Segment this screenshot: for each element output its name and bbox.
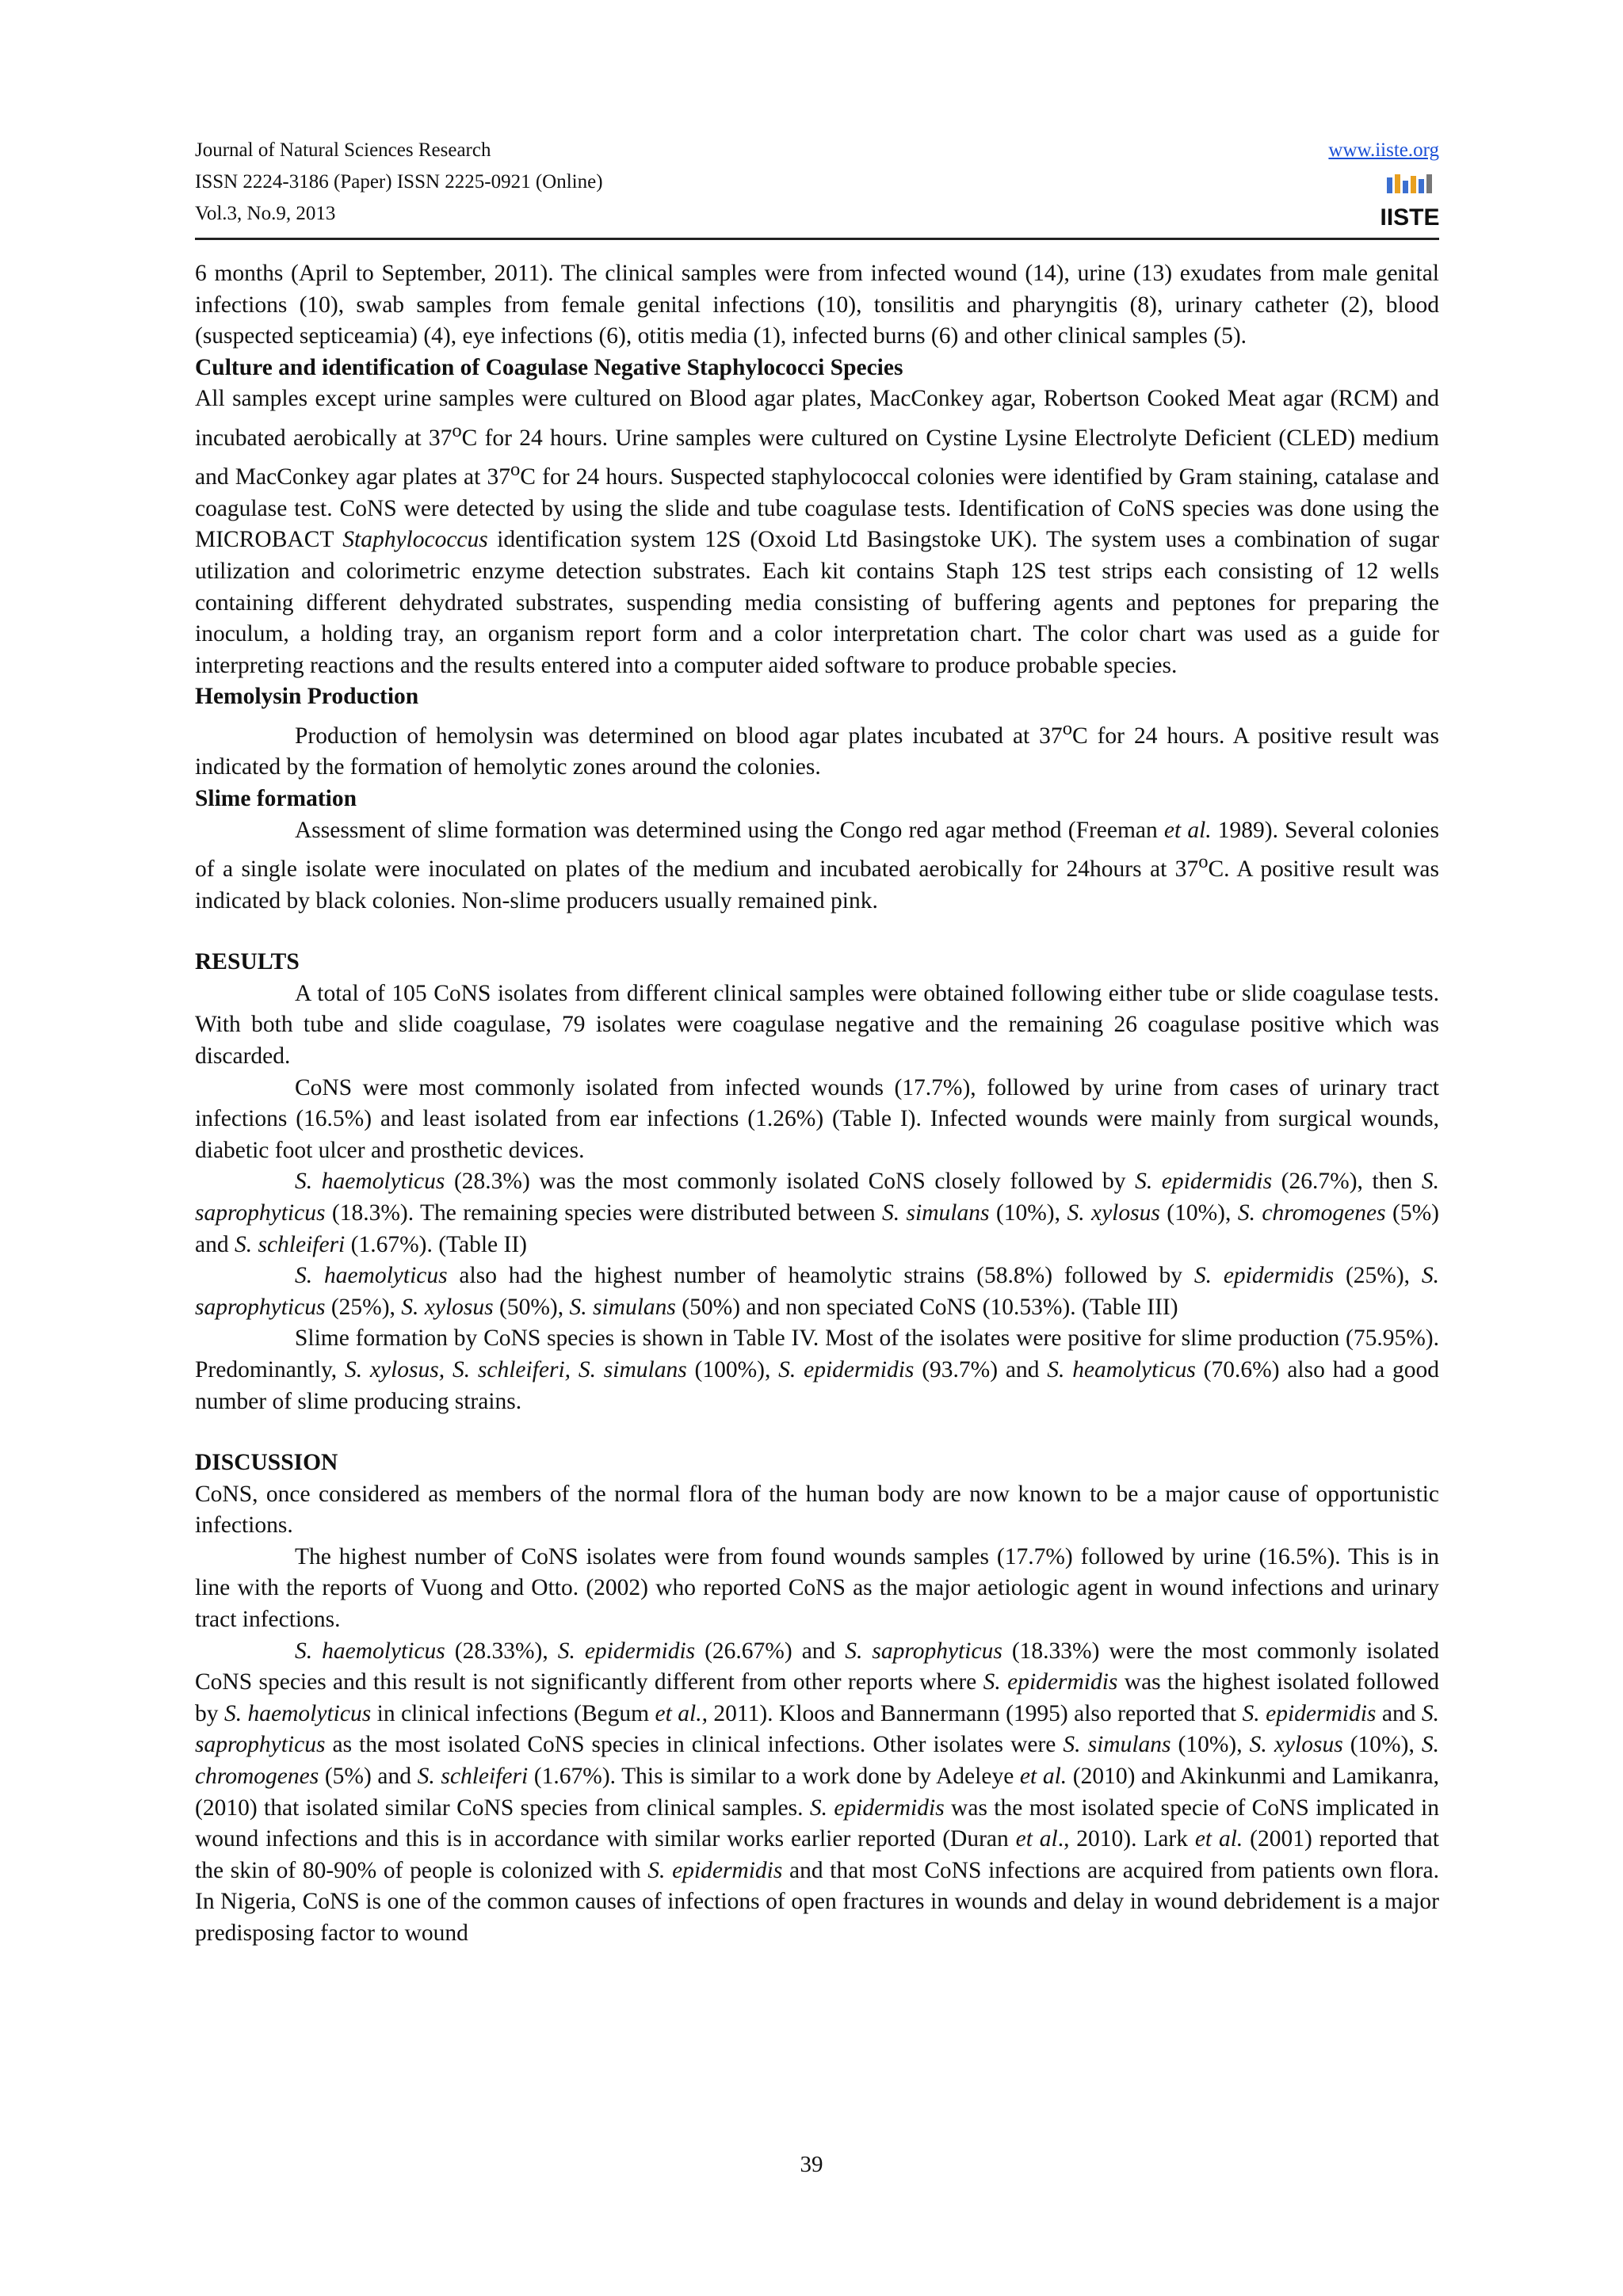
results-paragraph-1: A total of 105 CoNS isolates from different clinical samples were obtained following either tube or slide coagulase tests. With both tube and slide coagulase, 79 isolates were coagulase negative and the remaining 26 coagulase positive which was discarded. — [195, 980, 1439, 1069]
journal-header — [195, 135, 1439, 240]
results-paragraph-3: S. haemolyticus (28.3%) was the most commonly isolated CoNS closely followed by S. epidermidis (26.7%), then S. saprophyticus (18.3%). The remaining species were distributed between S. simulans (10%), S. xylosus (10%), S. chromogenes (5%) and S. schleiferi (1.67%). (Table II) — [195, 1169, 1439, 1257]
methods-paragraph-hemolysin: Production of hemolysin was determined on blood agar plates incubated at 37$^o$C for 24 hours. A positive result was indicated by the formation of hemolytic zones around the colonies. — [195, 717, 1440, 780]
heading-discussion: DISCUSSION — [195, 1450, 338, 1476]
journal-issn: ISSN 2224-3186 (Paper) ISSN 2225-0921 (Online) — [195, 171, 603, 193]
discussion-paragraph-2: The highest number of CoNS isolates were from found wounds samples (17.7%) followed by urine (16.5%). This is in line with the reports of Vuong and Otto. (2002) who reported CoNS as the major aetiologic agent in wound infections and urinary tract infections. — [195, 1543, 1439, 1633]
journal-volume: Vol.3, No.9, 2013 — [195, 203, 336, 224]
results-paragraph-5: Slime formation by CoNS species is shown in Table IV. Most of the isolates were positive for slime production (75.95%). Predominantly, S. xylosus, S. schleiferi, S. simulans (100%), S. epidermidis (93.7%) and S. heamolyticus (70.6%) also had a good number of slime producing strains. — [195, 1325, 1439, 1414]
results-paragraph-4: S. haemolyticus also had the highest number of heamolytic strains (58.8%) followed by S. epidermidis (25%), S. saprophyticus (25%), S. xylosus (50%), S. simulans (50%) and non speciated CoNS (10.53%). (Table III) — [195, 1263, 1439, 1320]
discussion-paragraph-3: S. haemolyticus (28.33%), S. epidermidis (26.67%) and S. saprophyticus (18.33%) were the most commonly isolated CoNS species and this result is not significantly different from other reports where S. epidermidis was the highest isolated followed by S. haemolyticus in clinical infections (Begum et al., 2011). Kloos and Bannermann (1995) also reported that S. epidermidis and S. saprophyticus as the most isolated CoNS species in clinical infections. Other isolates were S. simulans (10%), S. xylosus (10%), S. chromogenes (5%) and S. schleiferi (1.67%). This is similar to a work done by Adeleye et al. (2010) and Akinkunmi and Lamikanra, (2010) that isolated similar CoNS species from clinical samples. S. epidermidis was the most isolated specie of CoNS implicated in wound infections and this is in accordance with similar works earlier reported (Duran et al., 2010). Lark et al. (2001) reported that the skin of 80-90% of people is colonized with S. epidermidis and that most CoNS infections are acquired from patients own flora. In Nigeria, CoNS is one of the common causes of infections of open fractures in wounds and delay in wound debridement is a major predisposing factor to wound — [195, 1638, 1440, 1946]
journal-title: Journal of Natural Sciences Research — [195, 139, 491, 161]
heading-slime: Slime formation — [195, 785, 357, 811]
heading-results: RESULTS — [195, 949, 300, 975]
page-number: 39 — [800, 2152, 823, 2177]
logo-lettering: IISTE — [1380, 204, 1440, 231]
header-left — [195, 135, 603, 230]
heading-culture: Culture and identification of Coagulase Negative Staphylococci Species — [195, 354, 903, 380]
discussion-paragraph-1: CoNS, once considered as members of the normal flora of the human body are now known to be a major cause of opportunistic infections. — [195, 1481, 1439, 1539]
methods-paragraph-culture: All samples except urine samples were cultured on Blood agar plates, MacConkey agar, Robertson Cooked Meat agar (RCM) and incubated aerobically at 37$^o$C for 24 hours. Urine samples were cultured on Cystine Lysine Electrolyte Deficient (CLED) medium and MacConkey agar plates at 37$^o$C for 24 hours. Suspected staphylococcal colonies were identified by Gram staining, catalase and coagulase test. CoNS were detected by using the slide and tube coagulase tests. Identification of CoNS species was done using the MICROBACT Staphylococcus identification system 12S (Oxoid Ltd Basingstoke UK). The system uses a combination of sugar utilization and colorimetric enzyme detection substrates. Each kit contains Staph 12S test strips each consisting of 12 wells containing different dehydrated substrates, suspending media consisting of buffering agents and peptones for preparing the inoculum, a holding tray, an organism report form and a color interpretation chart. The color chart was used as a guide for interpreting reactions and the results entered into a computer aided software to produce probable species. — [195, 386, 1440, 678]
heading-hemolysin: Hemolysin Production — [195, 684, 419, 710]
methods-paragraph-samples: 6 months (April to September, 2011). The clinical samples were from infected wound (14), urine (13) exudates from male genital infections (10), swab samples from female genital infections (10), tonsilitis and pharyngitis (8), urinary catheter (2), blood (suspected septiceamia) (4), eye infections (6), otitis media (1), infected burns (6) and other clinical samples (5). — [195, 261, 1439, 349]
iiste-logo-icon — [1380, 173, 1440, 233]
journal-website-link[interactable]: www.iiste.org — [1328, 139, 1439, 161]
methods-paragraph-slime: Assessment of slime formation was determined using the Congo red agar method (Freeman et al. 1989). Several colonies of a single isolate were inoculated on plates of the medium and incubated aerobically for 24hours at 37$^o$C. A positive result was indicated by black colonies. Non-slime producers usually remained pink. — [195, 817, 1439, 913]
article-body — [195, 258, 1439, 1950]
results-paragraph-2: CoNS were most commonly isolated from infected wounds (17.7%), followed by urine from cases of urinary tract infections (16.5%) and least isolated from ear infections (1.26%) (Table I). Infected wounds were mainly from surgical wounds, diabetic foot ulcer and prosthetic devices. — [195, 1074, 1439, 1163]
